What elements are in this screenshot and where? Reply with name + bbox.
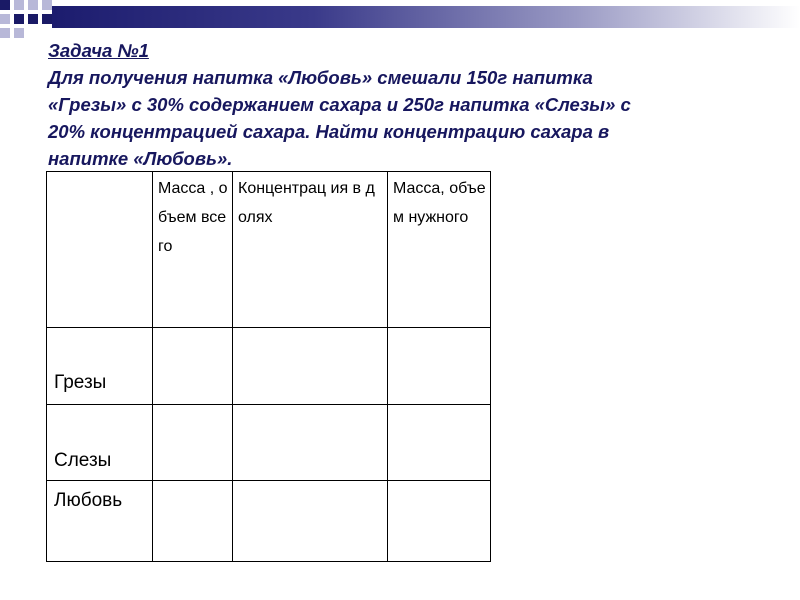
header-cell-mass-total: Масса , объем всего (153, 172, 233, 328)
decor-square-9 (42, 0, 52, 10)
decor-square-8 (0, 28, 10, 38)
decor-square-10 (42, 14, 52, 24)
header-cell-empty (47, 172, 153, 328)
decor-square-5 (28, 0, 38, 10)
table-row (47, 328, 491, 405)
row-label-lyubov: Любовь (47, 481, 153, 562)
decor-square-7 (14, 28, 24, 38)
decor-square-4 (14, 14, 24, 24)
table-cell (388, 405, 491, 481)
table-row (47, 405, 491, 481)
data-table (46, 171, 491, 562)
table-cell (233, 481, 388, 562)
decor-square-3 (0, 14, 10, 24)
header-cell-mass-needed: Масса, объем нужного (388, 172, 491, 328)
decor-square-1 (0, 0, 10, 10)
task-line-2: «Грезы» с 30% содержанием сахара и 250г напитка «Слезы» с (48, 94, 631, 115)
row-label-slezy: Слезы (47, 405, 153, 481)
row-label-grezy: Грезы (47, 328, 153, 405)
decor-square-6 (28, 14, 38, 24)
table-cell (153, 328, 233, 405)
task-line-4: напитке «Любовь». (48, 148, 233, 169)
table-cell (388, 481, 491, 562)
table-row (47, 481, 491, 562)
task-line-3: 20% концентрацией сахара. Найти концентрацию сахара в (48, 121, 610, 142)
table-cell (233, 328, 388, 405)
table-cell (153, 481, 233, 562)
task-title: Задача №1 (48, 40, 149, 61)
table-cell (153, 405, 233, 481)
table-cell (233, 405, 388, 481)
header-cell-concentration: Концентрац ия в долях (233, 172, 388, 328)
decor-square-2 (14, 0, 24, 10)
task-text (48, 37, 768, 172)
table-header-row (47, 172, 491, 328)
task-line-1: Для получения напитка «Любовь» смешали 150г напитка (48, 67, 593, 88)
header-gradient-bar (52, 6, 800, 28)
table-cell (388, 328, 491, 405)
